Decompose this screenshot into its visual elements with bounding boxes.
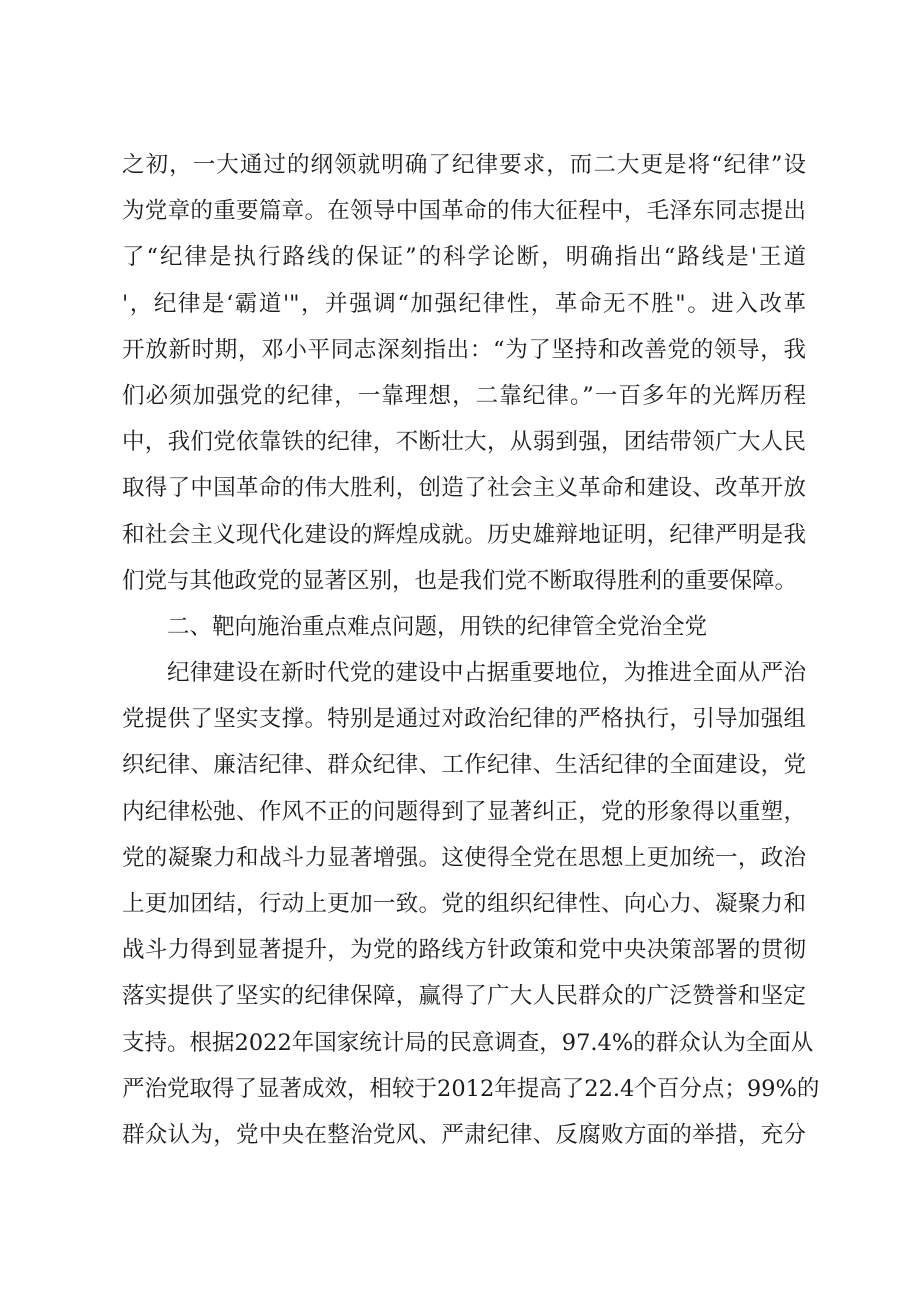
paragraph-line: 战斗力得到显著提升，为党的路线方针政策和党中央决策部署的贯彻 bbox=[122, 937, 806, 964]
paragraph-line: '，纪律是‘霸道'"，并强调“加强纪律性，革命无不胜"。进入改革 bbox=[122, 290, 806, 317]
paragraph-line: 和社会主义现代化建设的辉煌成就。历史雄辩地证明，纪律严明是我 bbox=[122, 521, 806, 548]
paragraph-line: 群众认为，党中央在整治党风、严肃纪律、反腐败方面的举措，充分 bbox=[122, 1121, 806, 1148]
paragraph-line: 之初，一大通过的纲领就明确了纪律要求，而二大更是将“纪律”设 bbox=[122, 152, 806, 178]
paragraph-line: 严治党取得了显著成效，相较于2012年提高了22.4个百分点；99%的 bbox=[122, 1075, 820, 1102]
paragraph-line: 们必须加强党的纪律，一靠理想，二靠纪律。”一百多年的光辉历程 bbox=[122, 382, 806, 409]
section-heading: 二、靶向施治重点难点问题，用铁的纪律管全党治全党 bbox=[167, 613, 708, 640]
document-body bbox=[122, 142, 820, 1158]
paragraph-line: 织纪律、廉洁纪律、群众纪律、工作纪律、生活纪律的全面建设，党 bbox=[122, 752, 806, 779]
paragraph-line: 们党与其他政党的显著区别，也是我们党不断取得胜利的重要保障。 bbox=[122, 567, 798, 594]
paragraph-line: 落实提供了坚实的纪律保障，赢得了广大人民群众的广泛赞誉和坚定 bbox=[122, 983, 806, 1010]
paragraph-line: 内纪律松弛、作风不正的问题得到了显著纠正，党的形象得以重塑， bbox=[122, 798, 806, 825]
paragraph-line: 取得了中国革命的伟大胜利，创造了社会主义革命和建设、改革开放 bbox=[122, 475, 806, 502]
paragraph-line: 党的凝聚力和战斗力显著增强。这使得全党在思想上更加统一，政治 bbox=[122, 844, 806, 871]
paragraph-line: 开放新时期，邓小平同志深刻指出：“为了坚持和改善党的领导，我 bbox=[122, 336, 806, 363]
paragraph-line: 纪律建设在新时代党的建设中占据重要地位，为推进全面从严治 bbox=[167, 660, 806, 687]
paragraph-line: 了“纪律是执行路线的保证”的科学论断，明确指出“路线是'王道 bbox=[122, 244, 806, 271]
paragraph-line: 中，我们党依靠铁的纪律，不断壮大，从弱到强，团结带领广大人民 bbox=[122, 429, 806, 456]
paragraph-line: 党提供了坚实支撑。特别是通过对政治纪律的严格执行，引导加强组 bbox=[122, 706, 806, 733]
paragraph-line: 上更加团结，行动上更加一致。党的组织纪律性、向心力、凝聚力和 bbox=[122, 891, 806, 917]
paragraph-line: 支持。根据2022年国家统计局的民意调查，97.4%的群众认为全面从 bbox=[122, 1029, 814, 1056]
paragraph-line: 为党章的重要篇章。在领导中国革命的伟大征程中，毛泽东同志提出 bbox=[122, 198, 806, 225]
